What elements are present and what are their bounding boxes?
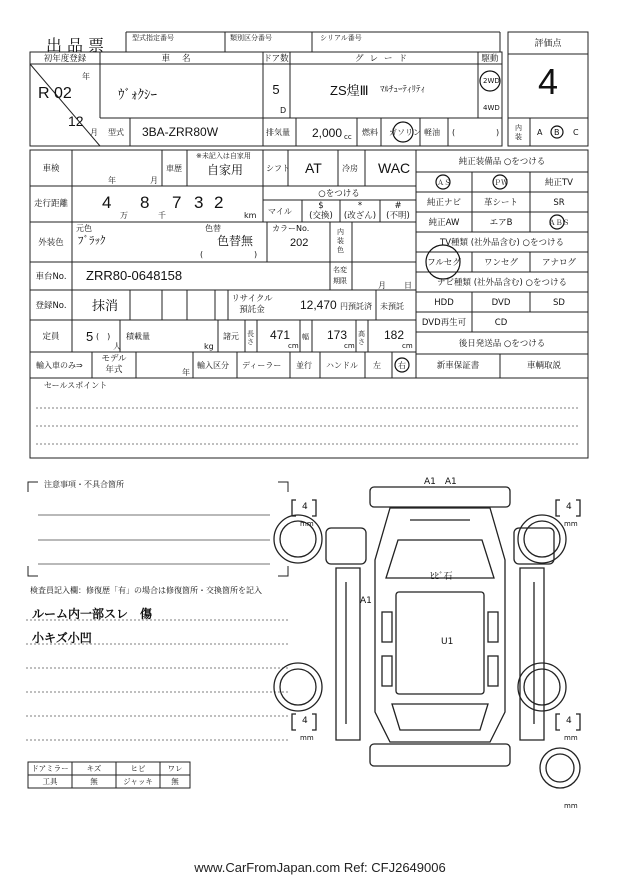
import-type-label: 輸入区分: [197, 361, 229, 370]
load-label: 積載量: [126, 332, 150, 341]
capacity-unit: 人: [113, 342, 121, 351]
equip-aw: 純正AW: [428, 218, 460, 228]
hgt-unit: cm: [402, 342, 413, 350]
hgt-label: 高さ: [358, 330, 365, 346]
legend-crack: ヒビ: [130, 764, 146, 773]
equip-as: ＡＳ: [437, 179, 451, 187]
len-label: 長さ: [247, 330, 254, 346]
equip-sr: SR: [553, 198, 565, 208]
model-year-unit: 年: [182, 368, 190, 377]
orig-color-value: ﾌﾞﾗｯｸ: [78, 234, 106, 247]
int-color-1: 内: [337, 228, 344, 236]
interior-a: A: [537, 128, 543, 137]
recycle-unit: 円預託済: [340, 302, 372, 311]
sales-point-label: セールスポイント: [44, 381, 108, 390]
handle-left: 左: [373, 361, 381, 370]
drive-label: 駆動: [481, 54, 499, 64]
len-unit: cm: [288, 342, 299, 350]
mileage-d1: 4: [102, 193, 112, 212]
damage-front-bumper: A1 A1: [424, 477, 457, 487]
footer-ref: www.CarFromJapan.com Ref: CFJ2649006: [194, 860, 446, 875]
legend-tools: 工具: [42, 777, 58, 786]
factory-equip-label: 純正装備品 ○をつける: [458, 157, 546, 167]
fuel-label: 燃料: [362, 128, 378, 137]
mile-opt-dollar: $: [318, 201, 324, 211]
handle-label: ハンドル: [326, 361, 358, 370]
wid-value: 173: [327, 328, 348, 342]
legend-mirror: ドアミラー: [31, 764, 69, 773]
damage-left-side: A1: [360, 596, 372, 606]
model-label: 型式: [108, 128, 124, 137]
damage-windshield: ﾋﾋﾞ石: [430, 572, 453, 582]
wid-unit: cm: [344, 342, 355, 350]
fuel-diesel: 軽油: [424, 128, 440, 137]
shift-label: シフト: [266, 164, 290, 173]
orig-color-label: 元色: [76, 224, 92, 233]
drive-4wd: 4WD: [483, 104, 500, 112]
mileage-unit-sen: 千: [158, 211, 166, 220]
tv-analog: アナログ: [541, 258, 577, 268]
reg-no-value: 抹消: [92, 298, 119, 313]
name-change-1: 名変: [333, 266, 347, 274]
recycle-unpaid: 未預託: [380, 302, 404, 311]
color-no-value: 202: [290, 237, 309, 249]
mile-opt-tampered: (改ざん): [343, 211, 377, 221]
mile-opt-exchange: (交換): [309, 211, 333, 221]
inspector-note-1: ルーム内一部スレ 傷: [32, 607, 153, 621]
equip-leather: 革シート: [483, 198, 519, 208]
inspection-month: 月: [150, 176, 158, 185]
nav-hdd: HDD: [434, 298, 454, 308]
tread-rr: 4: [566, 716, 572, 726]
month-suffix: 月: [90, 128, 98, 137]
interior-c: C: [573, 128, 579, 137]
ac-label: 冷房: [342, 164, 358, 173]
chassis-value: ZRR80-0648158: [86, 268, 183, 283]
mileage-label: 走行距離: [33, 199, 69, 209]
mile-opt-unknown: (不明): [386, 211, 410, 221]
month-value: 12: [68, 113, 84, 129]
later-manual: 車輌取説: [526, 361, 562, 371]
tread-rl: 4: [302, 716, 308, 726]
wid-label: 幅: [302, 333, 309, 341]
score-value: 4: [538, 61, 559, 102]
ac-value: WAC: [378, 160, 411, 176]
caution-label: 注意事項・不具合箇所: [44, 480, 124, 489]
recycle-label-1: リサイクル: [231, 294, 273, 304]
int-color-3: 色: [337, 246, 344, 254]
interior-b: B: [554, 128, 560, 137]
equip-pw: ＰＷ: [494, 179, 508, 187]
tread-fl: 4: [302, 502, 308, 512]
equip-nav: 純正ナビ: [426, 198, 462, 208]
serial-no-label: シリアル番号: [320, 34, 362, 42]
color-change-label: 色替: [205, 224, 221, 233]
car-name-label: 車名: [161, 54, 203, 64]
recycle-label-2: 預託金: [239, 305, 265, 315]
mileage-d5: 2: [214, 193, 224, 212]
legend-broken: ワレ: [167, 764, 183, 773]
exterior-label: 外装色: [38, 238, 64, 248]
later-warranty: 新車保証書: [436, 361, 480, 371]
drive-2wd: 2WD: [483, 77, 500, 85]
fuel-gasoline: ガソリン: [389, 128, 421, 137]
year-suffix: 年: [82, 72, 90, 81]
shift-value: AT: [305, 160, 322, 176]
mileage-d3: 7: [172, 193, 182, 212]
tread-rl-mm: mm: [300, 734, 314, 742]
capacity-value: 5: [86, 329, 94, 344]
mile-check-note: ○をつける: [318, 189, 360, 199]
mileage-unit-man: 万: [120, 211, 128, 220]
dims-label: 諸元: [223, 332, 239, 341]
mileage-unit-km: km: [244, 211, 257, 220]
later-items-label: 後日発送品 ○をつける: [458, 339, 546, 349]
legend-tools-val: 無: [90, 777, 98, 786]
auth-no-label: 型式指定番号: [132, 34, 174, 42]
history-note: ※未記入は自家用: [196, 152, 251, 160]
equip-tv: 純正TV: [544, 178, 574, 188]
mile-opt-mile: マイル: [268, 207, 292, 216]
hgt-value: 182: [384, 328, 405, 342]
handle-right: 右: [398, 361, 406, 370]
doors-label: ドア数: [263, 54, 289, 64]
diesel-paren-close: ): [496, 128, 500, 137]
tread-spare-mm: mm: [564, 802, 578, 810]
mileage-d4: 3: [194, 193, 204, 212]
score-label: 評価点: [534, 39, 562, 49]
grade-label: グレード: [354, 54, 414, 64]
form-title: 出品票: [46, 38, 110, 55]
nav-sd: SD: [553, 298, 565, 308]
model-year-2: 年式: [105, 365, 123, 375]
history-value: 自家用: [207, 163, 244, 177]
mile-opt-star: *: [357, 201, 363, 211]
tv-type-label: TV種類 (社外品含む) ○をつける: [440, 238, 564, 248]
history-label: 車歴: [166, 164, 182, 173]
legend-scratch: キズ: [86, 764, 102, 773]
legend-jack: ジャッキ: [123, 777, 153, 786]
equip-abs: ＡＢＳ: [548, 219, 570, 227]
model-value: 3BA-ZRR80W: [142, 125, 219, 139]
tv-oneseg: ワンセグ: [483, 258, 519, 268]
diesel-paren: (: [452, 128, 456, 137]
door-type: D: [280, 106, 287, 115]
name-change-2: 期限: [333, 277, 347, 285]
color-no-label: カラーNo.: [272, 224, 310, 233]
inspection-label: 車検: [42, 164, 60, 174]
legend-jack-val: 無: [171, 777, 179, 786]
color-change-value: 色替無: [217, 234, 254, 248]
color-paren-close: ): [254, 250, 258, 259]
tv-fullseg: フルセグ: [427, 258, 461, 268]
capacity-label: 定員: [42, 332, 60, 342]
inspector-label: 検査員記入欄：修復歴「有」の場合は修復箇所・交換箇所を記入: [30, 586, 262, 595]
displacement-value: 2,000: [312, 126, 343, 140]
damage-roof: U1: [441, 637, 454, 647]
grade-main: ZS煌Ⅲ: [330, 83, 369, 98]
cc-unit: cc: [344, 133, 352, 141]
class-no-label: 類別区分番号: [230, 34, 272, 42]
displacement-label: 排気量: [266, 128, 290, 137]
import-dealer: ディーラー: [242, 361, 282, 370]
first-reg-label: 初年度登録: [43, 54, 87, 64]
len-value: 471: [270, 328, 291, 342]
import-parallel: 並行: [296, 361, 312, 370]
doors-value: 5: [272, 82, 280, 97]
car-name-value: ｳﾞｫｸｼｰ: [118, 88, 157, 103]
grade-sub: ﾏﾙﾁｭｰﾃｨﾘﾃｨ: [380, 85, 426, 95]
color-paren-open: (: [200, 250, 204, 259]
mile-opt-hash: #: [394, 201, 402, 211]
interior-label-2: 装: [515, 133, 522, 141]
tread-fr-mm: mm: [564, 520, 578, 528]
tread-fl-mm: mm: [300, 520, 314, 528]
inspection-year: 年: [108, 176, 116, 185]
capacity-paren: ( ): [96, 332, 111, 341]
name-change-month: 月: [378, 281, 386, 290]
import-label: 輸入車のみ⇒: [36, 361, 83, 370]
model-year-1: モデル: [101, 354, 127, 364]
tread-rr-mm: mm: [564, 734, 578, 742]
nav-cd: CD: [494, 318, 508, 328]
reg-no-label: 登録No.: [35, 301, 67, 311]
load-unit: kg: [204, 342, 214, 351]
era-value: R 02: [38, 85, 72, 102]
int-color-2: 装: [337, 237, 344, 245]
interior-label-1: 内: [515, 124, 522, 132]
inspector-note-2: 小キズ小凹: [32, 631, 92, 645]
mileage-d2: 8: [140, 193, 150, 212]
nav-dvd: DVD: [491, 298, 511, 308]
nav-dvd-play: DVD再生可: [421, 318, 467, 328]
chassis-label: 車台No.: [35, 272, 67, 282]
recycle-value: 12,470: [300, 298, 337, 312]
name-change-day: 日: [404, 281, 412, 290]
tread-fr: 4: [566, 502, 572, 512]
equip-airbag: エアB: [489, 218, 513, 228]
nav-type-label: ナビ種類 (社外品含む) ○をつける: [437, 278, 567, 288]
